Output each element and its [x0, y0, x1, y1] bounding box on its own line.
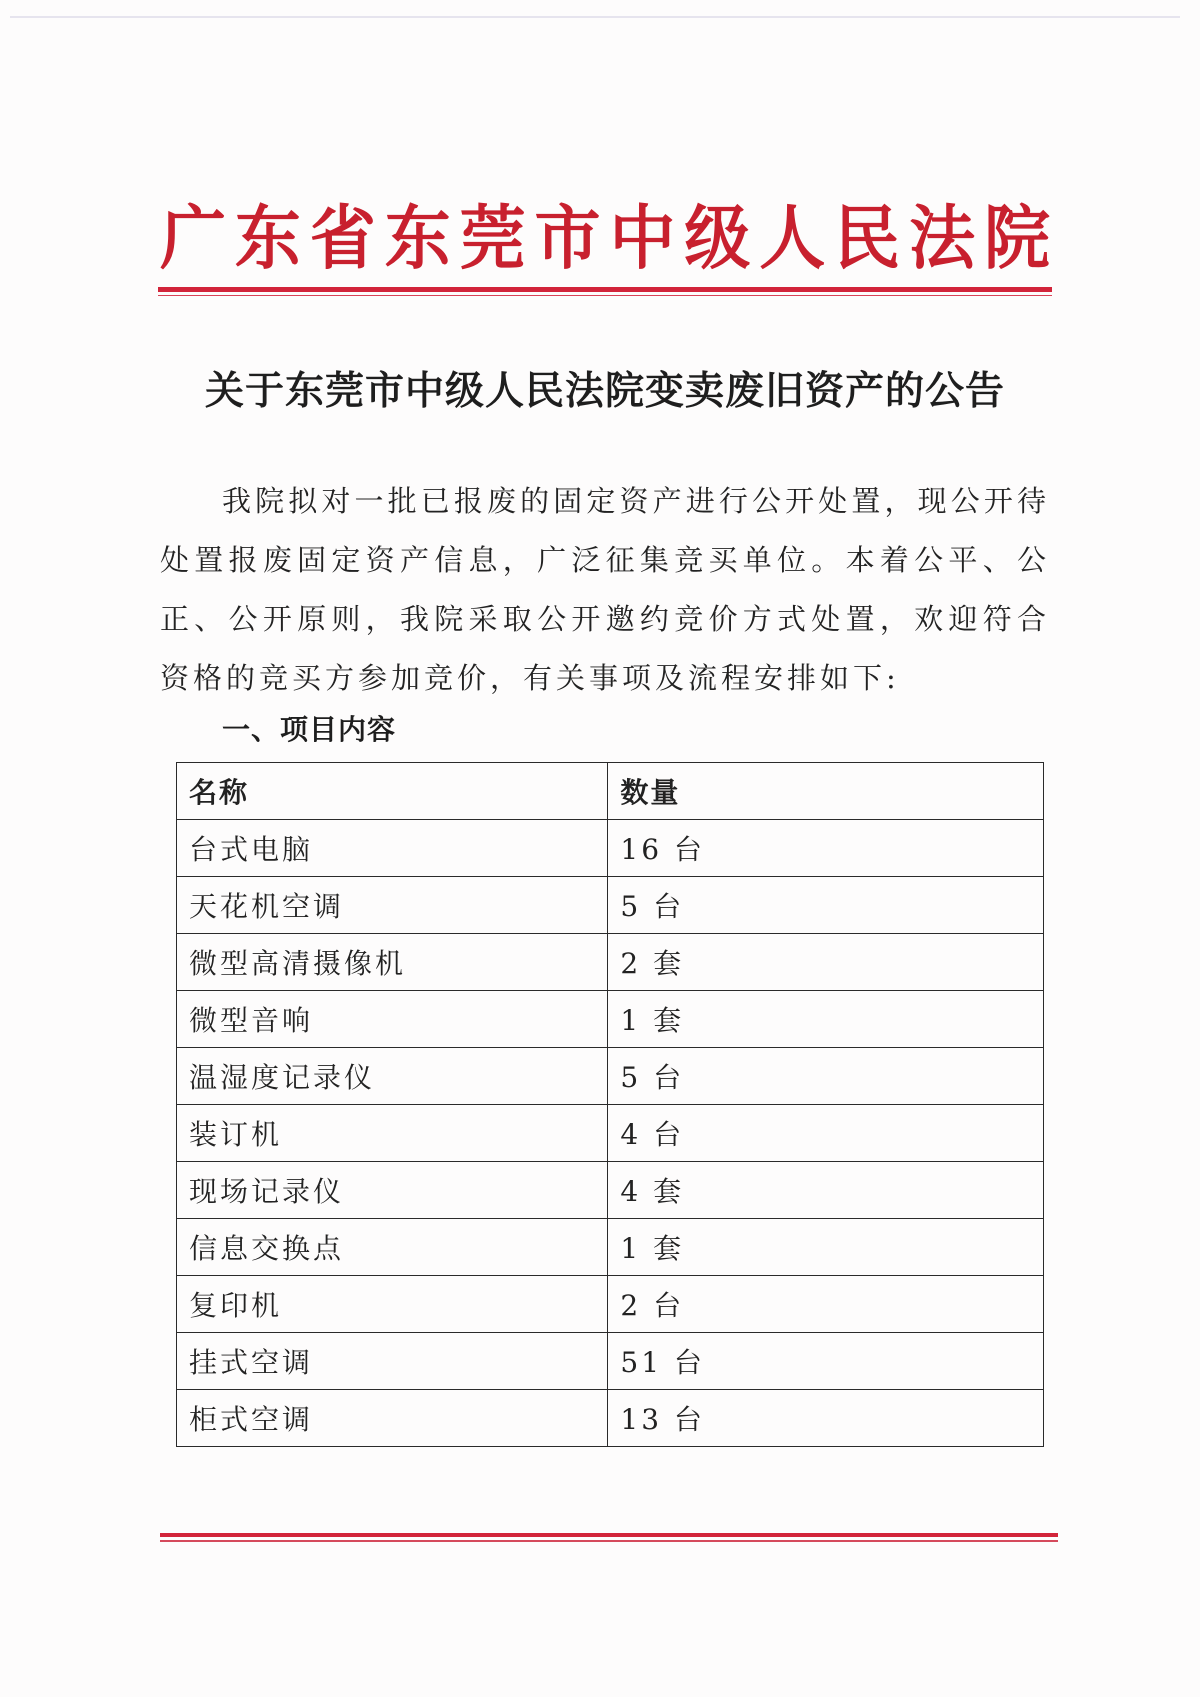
table-row	[177, 1276, 1044, 1333]
masthead-red-rule	[158, 287, 1052, 292]
item-name: 现场记录仪	[177, 1162, 608, 1219]
item-name: 装订机	[177, 1105, 608, 1162]
table-row	[177, 820, 1044, 877]
item-quantity: 5 台	[608, 877, 1044, 934]
table-row	[177, 1105, 1044, 1162]
item-name: 台式电脑	[177, 820, 608, 877]
masthead-char: 市	[534, 198, 601, 279]
item-quantity: 51 台	[608, 1333, 1044, 1390]
table-row	[177, 877, 1044, 934]
item-name: 挂式空调	[177, 1333, 608, 1390]
table-header-row	[177, 763, 1044, 820]
court-masthead	[160, 194, 1050, 284]
masthead-char: 民	[834, 198, 901, 279]
item-quantity: 4 台	[608, 1105, 1044, 1162]
item-quantity: 1 套	[608, 1219, 1044, 1276]
table-row	[177, 1048, 1044, 1105]
table-row	[177, 1333, 1044, 1390]
masthead-char: 东	[234, 198, 301, 279]
masthead-char: 院	[983, 198, 1050, 279]
item-name: 复印机	[177, 1276, 608, 1333]
footer-red-rule-thin	[160, 1540, 1058, 1542]
table-row	[177, 1390, 1044, 1447]
masthead-char: 中	[609, 198, 676, 279]
item-quantity: 2 套	[608, 934, 1044, 991]
footer-red-rule	[160, 1533, 1058, 1537]
item-name: 柜式空调	[177, 1390, 608, 1447]
masthead-char: 广	[160, 198, 226, 279]
table-row	[177, 991, 1044, 1048]
item-name: 微型高清摄像机	[177, 934, 608, 991]
item-quantity: 2 台	[608, 1276, 1044, 1333]
items-table	[176, 762, 1044, 1447]
masthead-char: 东	[384, 198, 451, 279]
notice-paragraph: 我院拟对一批已报废的固定资产进行公开处置，现公开待处置报废固定资产信息，广泛征集竞买单位。本着公平、公正、公开原则，我院采取公开邀约竞价方式处置，欢迎符合资格的竞买方参加竞价，有关事项及流程安排如下:	[160, 484, 1050, 695]
scan-edge-line	[10, 16, 1180, 18]
item-quantity: 1 套	[608, 991, 1044, 1048]
item-quantity: 4 套	[608, 1162, 1044, 1219]
masthead-char: 省	[309, 198, 376, 279]
notice-title: 关于东莞市中级人民法院变卖废旧资产的公告	[204, 368, 1005, 414]
masthead-char: 人	[759, 198, 826, 279]
item-quantity: 13 台	[608, 1390, 1044, 1447]
item-name: 微型音响	[177, 991, 608, 1048]
section-heading-items: 一、项目内容	[222, 713, 397, 746]
item-quantity: 16 台	[608, 820, 1044, 877]
table-row	[177, 1162, 1044, 1219]
item-name: 信息交换点	[177, 1219, 608, 1276]
table-row	[177, 934, 1044, 991]
masthead-char: 级	[684, 198, 751, 279]
item-name: 天花机空调	[177, 877, 608, 934]
masthead-red-rule-thin	[158, 295, 1052, 296]
table-row	[177, 1219, 1044, 1276]
item-quantity: 5 台	[608, 1048, 1044, 1105]
masthead-char: 莞	[459, 198, 526, 279]
header-quantity: 数量	[608, 763, 1044, 820]
masthead-char: 法	[909, 198, 976, 279]
item-name: 温湿度记录仪	[177, 1048, 608, 1105]
header-name: 名称	[177, 763, 608, 820]
